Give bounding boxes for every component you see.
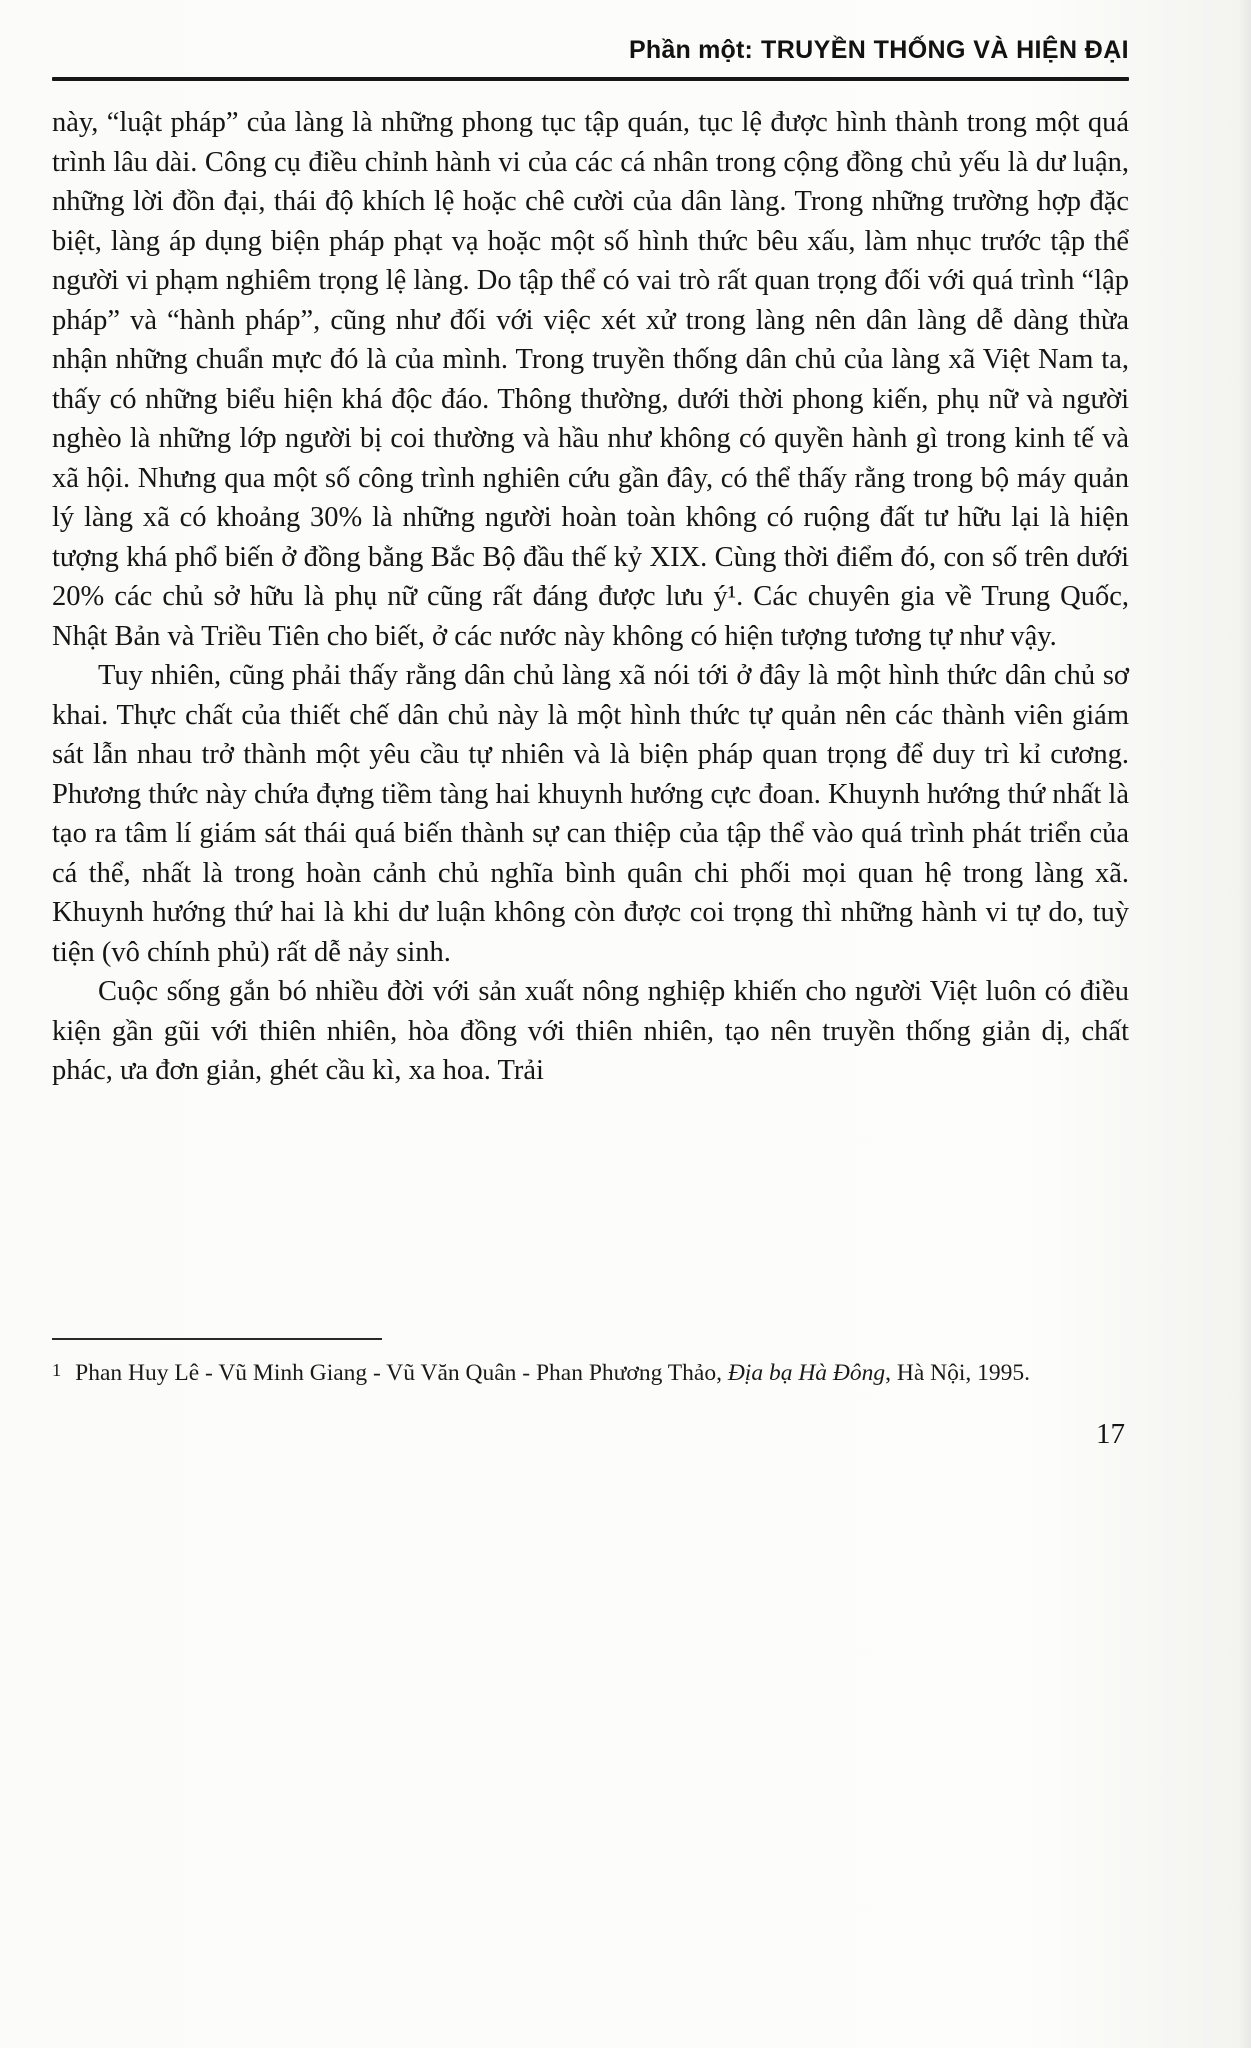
footnote-marker: 1	[52, 1360, 62, 1380]
footnote-separator	[52, 1338, 382, 1340]
page-number: 17	[1096, 1418, 1125, 1450]
header-rule	[52, 77, 1129, 81]
running-head	[52, 36, 1129, 65]
footnote-text-after: , Hà Nội, 1995.	[885, 1360, 1031, 1386]
page-footer	[52, 1338, 1129, 1451]
paragraph: Tuy nhiên, cũng phải thấy rằng dân chủ làng xã nói tới ở đây là một hình thức dân chủ sơ khai. Thực chất của thiết chế dân chủ này là một hình thức tự quản nên các thành viên giám sát lẫn nhau trở thành một yêu cầu tự nhiên và là biện pháp quan trọng để duy trì kỉ cương. Phương thức này chứa đựng tiềm tàng hai khuynh hướng cực đoan. Khuynh hướng thứ nhất là tạo ra tâm lí giám sát thái quá biến thành sự can thiệp của tập thể vào quá trình phát triển của cá thể, nhất là trong hoàn cảnh chủ nghĩa bình quân chi phối mọi quan hệ trong làng xã. Khuynh hướng thứ hai là khi dư luận không còn được coi trọng thì những hành vi tự do, tuỳ tiện (vô chính phủ) rất dễ nảy sinh.	[52, 660, 1129, 968]
section-label: Phần một:	[629, 36, 754, 64]
footnote	[52, 1354, 1129, 1390]
paragraph: Cuộc sống gắn bó nhiều đời với sản xuất nông nghiệp khiến cho người Việt luôn có điều kiện gần gũi với thiên nhiên, hòa đồng với thiên nhiên, tạo nên truyền thống giản dị, chất phác, ưa đơn giản, ghét cầu kì, xa hoa. Trải	[52, 976, 1129, 1086]
page-header	[52, 36, 1129, 81]
paragraph: này, “luật pháp” của làng là những phong tục tập quán, tục lệ được hình thành trong một quá trình lâu dài. Công cụ điều chỉnh hành vi của các cá nhân trong cộng đồng chủ yếu là dư luận, những lời đồn đại, thái độ khích lệ hoặc chê cười của dân làng. Trong những trường hợp đặc biệt, làng áp dụng biện pháp phạt vạ hoặc một số hình thức bêu xấu, làm nhục trước tập thể người vi phạm nghiêm trọng lệ làng. Do tập thể có vai trò rất quan trọng đối với quá trình “lập pháp” và “hành pháp”, cũng như đối với việc xét xử trong làng nên dân làng dễ dàng thừa nhận những chuẩn mực đó là của mình. Trong truyền thống dân chủ của làng xã Việt Nam ta, thấy có những biểu hiện khá độc đáo. Thông thường, dưới thời phong kiến, phụ nữ và người nghèo là những lớp người bị coi thường và hầu như không có quyền hành gì trong kinh tế và xã hội. Nhưng qua một số công trình nghiên cứu gần đây, có thể thấy rằng trong bộ máy quản lý làng xã có khoảng 30% là những người hoàn toàn không có ruộng đất tư hữu lại là hiện tượng khá phổ biến ở đồng bằng Bắc Bộ đầu thế kỷ XIX. Cùng thời điểm đó, con số trên dưới 20% các chủ sở hữu là phụ nữ cũng rất đáng được lưu ý¹. Các chuyên gia về Trung Quốc, Nhật Bản và Triều Tiên cho biết, ở các nước này không có hiện tượng tương tự như vậy.	[52, 107, 1129, 652]
chapter-title: TRUYỀN THỐNG VÀ HIỆN ĐẠI	[761, 36, 1129, 64]
footnote-text-before: Phan Huy Lê - Vũ Minh Giang - Vũ Văn Quân - Phan Phương Thảo,	[75, 1360, 728, 1386]
page-body	[52, 103, 1129, 1091]
footnote-book-title: Địa bạ Hà Đông	[727, 1360, 886, 1386]
